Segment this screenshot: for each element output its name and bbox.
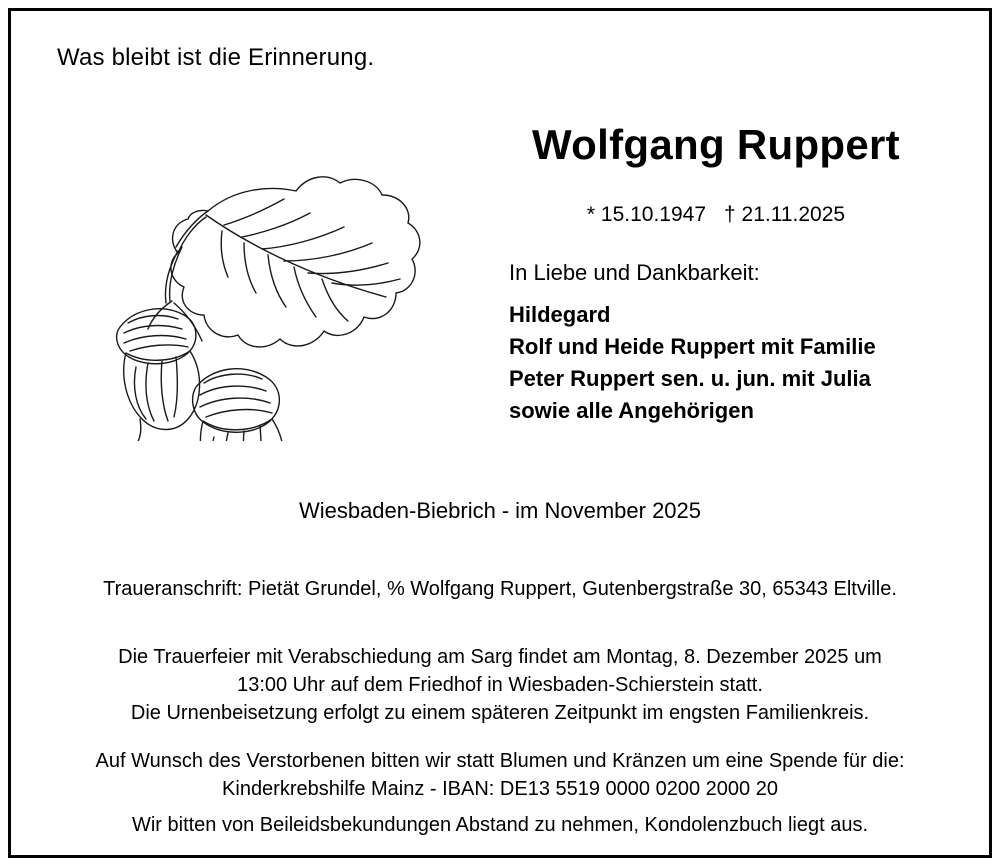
survivor-line: Hildegard xyxy=(509,302,611,327)
condolence-note: Wir bitten von Beileidsbekundungen Abstand zu nehmen, Kondolenzbuch liegt aus. xyxy=(131,814,869,836)
dedication-text: In Liebe und Dankbarkeit: xyxy=(509,260,760,285)
ceremony-info xyxy=(11,643,989,727)
ceremony-line: Die Urnenbeisetzung erfolgt zu einem späteren Zeitpunkt im engsten Familienkreis. xyxy=(130,702,870,724)
place-date-separator: - xyxy=(501,498,510,523)
place-text: Wiesbaden-Biebrich xyxy=(298,498,496,523)
survivor-line: Peter Ruppert sen. u. jun. mit Julia xyxy=(509,366,871,391)
life-dates xyxy=(481,203,951,227)
deceased-name: Wolfgang Ruppert xyxy=(532,121,900,168)
donation-line: Kinderkrebshilfe Mainz - IBAN: DE13 5519 0000 0200 2000 20 xyxy=(222,778,778,800)
oak-leaf-acorns-icon xyxy=(56,151,446,441)
survivor-line: Rolf und Heide Ruppert mit Familie xyxy=(509,334,876,359)
ceremony-line: Die Trauerfeier mit Verabschiedung am Sarg findet am Montag, 8. Dezember 2025 um xyxy=(118,646,882,668)
ceremony-line: 13:00 Uhr auf dem Friedhof in Wiesbaden-Schierstein statt. xyxy=(237,674,763,696)
death-date: † 21.11.2025 xyxy=(724,203,846,226)
place-and-date xyxy=(11,498,989,524)
mourning-address: Traueranschrift: Pietät Grundel, % Wolfgang Ruppert, Gutenbergstraße 30, 65343 Eltville. xyxy=(103,578,897,600)
date-text: im November 2025 xyxy=(515,498,702,523)
birth-date: * 15.10.1947 xyxy=(586,203,707,226)
notice-inner xyxy=(11,11,989,855)
motto-text: Was bleibt ist die Erinnerung. xyxy=(57,44,375,71)
survivor-line: sowie alle Angehörigen xyxy=(509,398,754,423)
donation-info xyxy=(11,747,989,803)
donation-line: Auf Wunsch des Verstorbenen bitten wir statt Blumen und Kränzen um eine Spende für die: xyxy=(95,750,905,772)
survivors-list xyxy=(509,299,876,427)
